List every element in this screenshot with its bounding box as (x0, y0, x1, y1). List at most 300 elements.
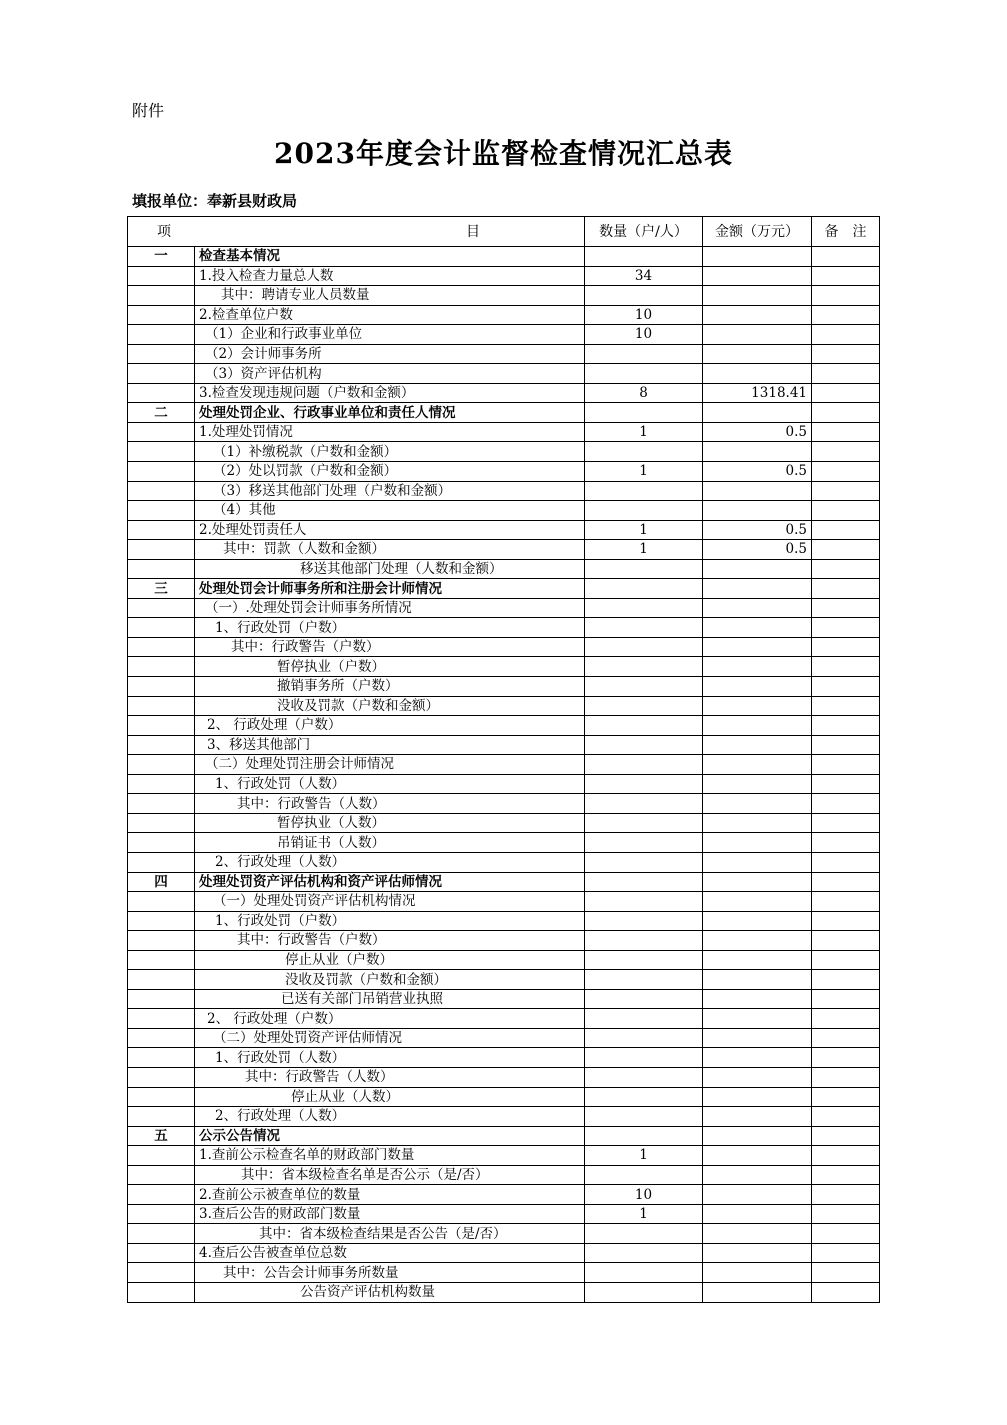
table-row (128, 1204, 880, 1224)
row-quantity (585, 1067, 703, 1087)
table-row (128, 462, 880, 482)
row-amount: 1318.41 (703, 383, 812, 403)
row-amount (703, 774, 812, 794)
table-row (128, 364, 880, 384)
row-amount (703, 403, 812, 423)
row-amount (703, 501, 812, 521)
row-amount (703, 1224, 812, 1244)
row-number (128, 950, 195, 970)
row-amount (703, 1028, 812, 1048)
table-row (128, 813, 880, 833)
table-row (128, 1087, 880, 1107)
row-item: 其中：行政警告（户数） (195, 637, 585, 657)
row-amount (703, 911, 812, 931)
row-remark (812, 344, 880, 364)
row-item: 2.检查单位户数 (195, 305, 585, 325)
row-remark (812, 950, 880, 970)
row-item: 3.检查发现违规问题（户数和金额） (195, 383, 585, 403)
table-row (128, 1282, 880, 1302)
row-amount (703, 813, 812, 833)
table-row (128, 1009, 880, 1029)
row-remark (812, 716, 880, 736)
row-number (128, 520, 195, 540)
row-quantity: 10 (585, 1185, 703, 1205)
row-amount (703, 735, 812, 755)
row-quantity (585, 677, 703, 697)
row-amount (703, 1282, 812, 1302)
row-number (128, 540, 195, 560)
row-item: （1）企业和行政事业单位 (195, 325, 585, 345)
row-remark (812, 383, 880, 403)
table-row (128, 950, 880, 970)
table-row (128, 735, 880, 755)
row-number: 一 (128, 247, 195, 267)
row-remark (812, 970, 880, 990)
table-row (128, 422, 880, 442)
row-amount (703, 852, 812, 872)
row-quantity (585, 1048, 703, 1068)
row-item: 其中：行政警告（人数） (195, 1067, 585, 1087)
row-amount: 0.5 (703, 462, 812, 482)
row-amount (703, 442, 812, 462)
row-remark (812, 1263, 880, 1283)
row-amount: 0.5 (703, 520, 812, 540)
row-number (128, 970, 195, 990)
row-amount (703, 1107, 812, 1127)
row-item: 吊销证书（人数） (195, 833, 585, 853)
table-row (128, 442, 880, 462)
row-item: 2、 行政处理（户数） (195, 716, 585, 736)
row-item: 1.处理处罚情况 (195, 422, 585, 442)
row-item: （4）其他 (195, 501, 585, 521)
table-row (128, 598, 880, 618)
row-quantity (585, 911, 703, 931)
row-quantity (585, 286, 703, 306)
row-item: 2、 行政处理（户数） (195, 1009, 585, 1029)
table-row (128, 266, 880, 286)
row-item: 其中：省本级检查名单是否公示（是/否） (195, 1165, 585, 1185)
row-remark (812, 794, 880, 814)
row-item: 其中：行政警告（户数） (195, 931, 585, 951)
table-row (128, 520, 880, 540)
table-row (128, 892, 880, 912)
row-remark (812, 403, 880, 423)
row-amount (703, 1009, 812, 1029)
header-remark: 备 注 (812, 217, 880, 247)
row-amount (703, 989, 812, 1009)
table-row (128, 481, 880, 501)
row-quantity: 1 (585, 1146, 703, 1166)
row-number (128, 1009, 195, 1029)
row-quantity (585, 1009, 703, 1029)
row-quantity (585, 637, 703, 657)
row-amount (703, 872, 812, 892)
row-quantity: 1 (585, 462, 703, 482)
row-amount: 0.5 (703, 540, 812, 560)
header-quantity: 数量（户/人） (585, 217, 703, 247)
table-row (128, 1028, 880, 1048)
row-quantity (585, 501, 703, 521)
row-amount (703, 579, 812, 599)
row-number (128, 1087, 195, 1107)
row-amount (703, 657, 812, 677)
row-remark (812, 1009, 880, 1029)
row-quantity (585, 344, 703, 364)
row-remark (812, 266, 880, 286)
table-row (128, 716, 880, 736)
row-remark (812, 520, 880, 540)
row-quantity (585, 931, 703, 951)
row-quantity (585, 1107, 703, 1127)
row-item: 撤销事务所（户数） (195, 677, 585, 697)
table-row (128, 540, 880, 560)
table-row (128, 1185, 880, 1205)
row-item: 1、行政处罚（人数） (195, 1048, 585, 1068)
table-row (128, 989, 880, 1009)
row-number (128, 813, 195, 833)
row-number (128, 1224, 195, 1244)
row-number (128, 305, 195, 325)
row-item: 公示公告情况 (195, 1126, 585, 1146)
row-item: 1、行政处罚（户数） (195, 618, 585, 638)
row-item: 已送有关部门吊销营业执照 (195, 989, 585, 1009)
row-quantity (585, 755, 703, 775)
row-item: （2）会计师事务所 (195, 344, 585, 364)
row-remark (812, 1243, 880, 1263)
row-remark (812, 559, 880, 579)
row-item: （二）处理处罚注册会计师情况 (195, 755, 585, 775)
row-remark (812, 305, 880, 325)
table-row (128, 931, 880, 951)
table-row (128, 696, 880, 716)
row-remark (812, 813, 880, 833)
row-quantity (585, 1087, 703, 1107)
row-number (128, 501, 195, 521)
table-header-row (128, 217, 880, 247)
row-quantity (585, 657, 703, 677)
row-quantity (585, 1224, 703, 1244)
row-quantity (585, 774, 703, 794)
row-number: 三 (128, 579, 195, 599)
row-number (128, 1282, 195, 1302)
row-item: 暂停执业（户数） (195, 657, 585, 677)
row-number (128, 325, 195, 345)
row-number (128, 1146, 195, 1166)
header-item (128, 217, 585, 247)
row-item: （3）资产评估机构 (195, 364, 585, 384)
row-amount (703, 1243, 812, 1263)
row-remark (812, 598, 880, 618)
row-amount (703, 364, 812, 384)
row-remark (812, 852, 880, 872)
header-item-left: 项 (157, 223, 171, 240)
row-number (128, 852, 195, 872)
row-number (128, 677, 195, 697)
row-number (128, 794, 195, 814)
row-item: 移送其他部门处理（人数和金额） (195, 559, 585, 579)
row-item: 其中：省本级检查结果是否公告（是/否） (195, 1224, 585, 1244)
row-quantity (585, 1243, 703, 1263)
row-quantity: 10 (585, 325, 703, 345)
row-item: 没收及罚款（户数和金额） (195, 970, 585, 990)
row-number (128, 1107, 195, 1127)
row-amount (703, 1204, 812, 1224)
table-row (128, 911, 880, 931)
table-row (128, 618, 880, 638)
row-quantity: 1 (585, 1204, 703, 1224)
row-amount (703, 637, 812, 657)
row-quantity (585, 852, 703, 872)
row-amount (703, 1067, 812, 1087)
table-row (128, 1067, 880, 1087)
row-item: 没收及罚款（户数和金额） (195, 696, 585, 716)
row-item: 其中：公告会计师事务所数量 (195, 1263, 585, 1283)
row-remark (812, 911, 880, 931)
row-quantity (585, 1282, 703, 1302)
row-amount (703, 286, 812, 306)
row-number (128, 1243, 195, 1263)
row-number (128, 598, 195, 618)
row-amount (703, 677, 812, 697)
table-row (128, 1048, 880, 1068)
row-quantity (585, 481, 703, 501)
row-remark (812, 481, 880, 501)
row-remark (812, 1087, 880, 1107)
row-number (128, 286, 195, 306)
row-quantity (585, 833, 703, 853)
table-row (128, 325, 880, 345)
row-number (128, 559, 195, 579)
row-number (128, 1204, 195, 1224)
table-row (128, 559, 880, 579)
row-quantity (585, 950, 703, 970)
row-number (128, 1048, 195, 1068)
row-quantity (585, 970, 703, 990)
row-number (128, 931, 195, 951)
row-quantity (585, 872, 703, 892)
table-row (128, 657, 880, 677)
row-number (128, 1185, 195, 1205)
row-number (128, 462, 195, 482)
table-row (128, 286, 880, 306)
attachment-label: 附件 (132, 101, 165, 120)
row-quantity (585, 716, 703, 736)
row-remark (812, 1224, 880, 1244)
table-row (128, 1243, 880, 1263)
row-quantity (585, 1263, 703, 1283)
row-quantity (585, 813, 703, 833)
row-number (128, 657, 195, 677)
row-amount (703, 696, 812, 716)
table-row (128, 1224, 880, 1244)
row-item: 处理处罚资产评估机构和资产评估师情况 (195, 872, 585, 892)
row-quantity (585, 579, 703, 599)
row-number (128, 481, 195, 501)
row-amount (703, 1048, 812, 1068)
row-number (128, 637, 195, 657)
table-row (128, 247, 880, 267)
table-row (128, 852, 880, 872)
row-amount (703, 716, 812, 736)
row-amount (703, 755, 812, 775)
table-row (128, 774, 880, 794)
row-amount (703, 618, 812, 638)
row-quantity (585, 1028, 703, 1048)
row-amount: 0.5 (703, 422, 812, 442)
row-item: 暂停执业（人数） (195, 813, 585, 833)
row-remark (812, 989, 880, 1009)
row-item: 2、行政处理（人数） (195, 1107, 585, 1127)
row-item: （一）处理处罚资产评估机构情况 (195, 892, 585, 912)
table-row (128, 579, 880, 599)
row-quantity (585, 989, 703, 1009)
row-number (128, 344, 195, 364)
row-item: （2）处以罚款（户数和金额） (195, 462, 585, 482)
row-number (128, 989, 195, 1009)
row-number: 四 (128, 872, 195, 892)
row-item: 3.查后公告的财政部门数量 (195, 1204, 585, 1224)
row-remark (812, 892, 880, 912)
row-quantity (585, 598, 703, 618)
row-item: 其中：罚款（人数和金额） (195, 540, 585, 560)
row-item: 其中：行政警告（人数） (195, 794, 585, 814)
row-number (128, 911, 195, 931)
row-item: 1、行政处罚（户数） (195, 911, 585, 931)
row-item: （二）处理处罚资产评估师情况 (195, 1028, 585, 1048)
row-remark (812, 657, 880, 677)
row-amount (703, 970, 812, 990)
table-row (128, 383, 880, 403)
row-remark (812, 1185, 880, 1205)
page-title: 2023年度会计监督检查情况汇总表 (274, 137, 733, 170)
row-remark (812, 677, 880, 697)
row-item: （3）移送其他部门处理（户数和金额） (195, 481, 585, 501)
row-quantity (585, 1165, 703, 1185)
table-row (128, 1263, 880, 1283)
row-remark (812, 1282, 880, 1302)
row-remark (812, 364, 880, 384)
row-remark (812, 286, 880, 306)
table-row (128, 1165, 880, 1185)
row-item: 其中：聘请专业人员数量 (195, 286, 585, 306)
row-item: 2、行政处理（人数） (195, 852, 585, 872)
row-item: 公告资产评估机构数量 (195, 1282, 585, 1302)
table-row (128, 755, 880, 775)
row-number (128, 266, 195, 286)
row-number (128, 774, 195, 794)
table-row (128, 1126, 880, 1146)
row-remark (812, 579, 880, 599)
row-remark (812, 462, 880, 482)
table-row (128, 403, 880, 423)
row-amount (703, 931, 812, 951)
row-remark (812, 325, 880, 345)
table-row (128, 833, 880, 853)
row-item: 2.处理处罚责任人 (195, 520, 585, 540)
row-number (128, 618, 195, 638)
row-number (128, 696, 195, 716)
summary-table (127, 216, 880, 1303)
row-amount (703, 794, 812, 814)
row-item: 2.查前公示被查单位的数量 (195, 1185, 585, 1205)
row-quantity (585, 442, 703, 462)
row-amount (703, 1185, 812, 1205)
row-amount (703, 305, 812, 325)
row-quantity (585, 618, 703, 638)
row-quantity: 1 (585, 540, 703, 560)
table-row (128, 501, 880, 521)
row-amount (703, 247, 812, 267)
row-quantity (585, 735, 703, 755)
table-row (128, 677, 880, 697)
row-remark (812, 774, 880, 794)
row-number (128, 383, 195, 403)
table-row (128, 305, 880, 325)
row-number (128, 716, 195, 736)
reporting-unit: 填报单位：奉新县财政局 (132, 192, 298, 210)
row-number (128, 364, 195, 384)
row-remark (812, 442, 880, 462)
row-remark (812, 618, 880, 638)
row-amount (703, 1087, 812, 1107)
row-number (128, 1263, 195, 1283)
row-quantity: 34 (585, 266, 703, 286)
row-remark (812, 1146, 880, 1166)
row-remark (812, 1028, 880, 1048)
row-item: 1、行政处罚（人数） (195, 774, 585, 794)
summary-table-body (128, 217, 880, 1303)
row-number (128, 442, 195, 462)
table-row (128, 1146, 880, 1166)
row-item: 4.查后公告被查单位总数 (195, 1243, 585, 1263)
row-amount (703, 344, 812, 364)
row-number: 五 (128, 1126, 195, 1146)
row-item: 停止从业（户数） (195, 950, 585, 970)
row-quantity: 1 (585, 520, 703, 540)
row-amount (703, 481, 812, 501)
row-item: （一）.处理处罚会计师事务所情况 (195, 598, 585, 618)
row-item: 处理处罚会计师事务所和注册会计师情况 (195, 579, 585, 599)
row-amount (703, 598, 812, 618)
row-remark (812, 422, 880, 442)
row-remark (812, 735, 880, 755)
row-number (128, 1067, 195, 1087)
table-row (128, 872, 880, 892)
row-quantity (585, 696, 703, 716)
row-remark (812, 1204, 880, 1224)
row-amount (703, 1126, 812, 1146)
row-quantity (585, 364, 703, 384)
row-remark (812, 247, 880, 267)
row-remark (812, 501, 880, 521)
row-quantity: 1 (585, 422, 703, 442)
row-number (128, 1028, 195, 1048)
row-item: 1.投入检查力量总人数 (195, 266, 585, 286)
row-item: 检查基本情况 (195, 247, 585, 267)
row-remark (812, 1107, 880, 1127)
row-remark (812, 696, 880, 716)
row-amount (703, 1165, 812, 1185)
row-number (128, 833, 195, 853)
row-amount (703, 1146, 812, 1166)
row-remark (812, 637, 880, 657)
row-item: 1.查前公示检查名单的财政部门数量 (195, 1146, 585, 1166)
row-quantity (585, 247, 703, 267)
table-row (128, 1107, 880, 1127)
row-number (128, 1165, 195, 1185)
row-remark (812, 872, 880, 892)
row-quantity: 10 (585, 305, 703, 325)
